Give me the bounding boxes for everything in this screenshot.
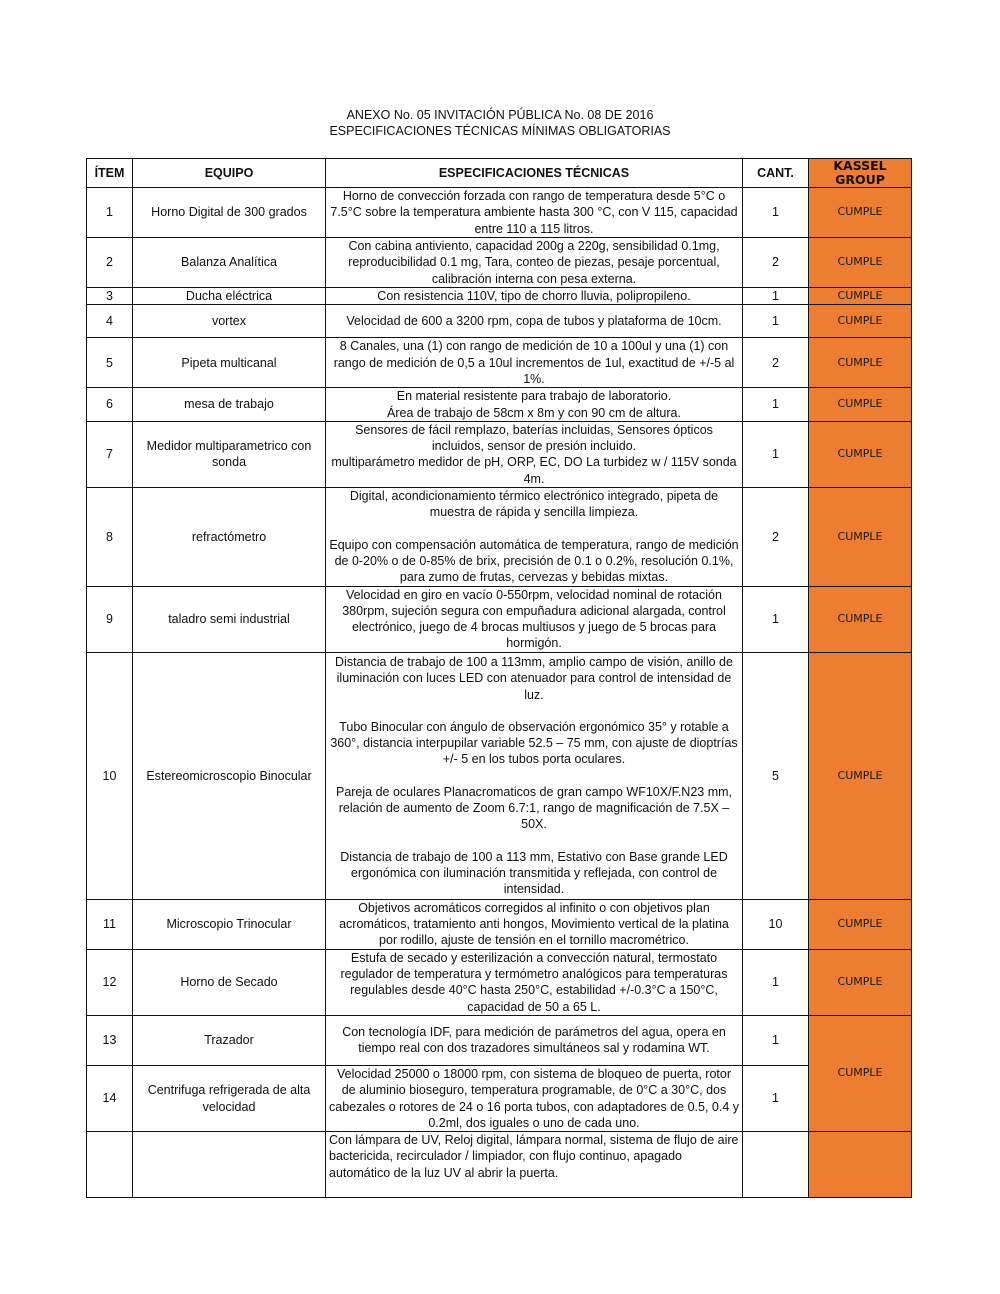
table-row bbox=[87, 652, 912, 899]
document-title-line2: ESPECIFICACIONES TÉCNICAS MÍNIMAS OBLIGATORIAS bbox=[329, 124, 671, 138]
cell-vendor-status: CUMPLE bbox=[809, 388, 912, 422]
cell-specs bbox=[326, 288, 743, 305]
cell-cant: 1 bbox=[743, 586, 809, 652]
cell-equipo: Estereomicroscopio Binocular bbox=[133, 652, 326, 899]
spec-paragraph: Digital, acondicionamiento térmico electrónico integrado, pipeta de muestra de rápida y sencilla limpieza. bbox=[349, 489, 719, 520]
cell-specs bbox=[326, 1015, 743, 1065]
cell-item: 9 bbox=[87, 586, 133, 652]
cell-item: 6 bbox=[87, 388, 133, 422]
cell-vendor-status: CUMPLE bbox=[809, 488, 912, 586]
table-row bbox=[87, 305, 912, 338]
spec-paragraph: Distancia de trabajo de 100 a 113mm, amplio campo de visión, anillo de iluminación con luces LED con atenuador para control de intensidad de luz. bbox=[335, 654, 733, 702]
cell-equipo: Horno Digital de 300 grados bbox=[133, 188, 326, 238]
column-header-cant: CANT. bbox=[743, 159, 809, 188]
cell-vendor-status: CUMPLE bbox=[809, 1015, 912, 1131]
column-header-specs: ESPECIFICACIONES TÉCNICAS bbox=[326, 159, 743, 188]
cell-specs bbox=[326, 652, 743, 899]
cell-equipo: Medidor multiparametrico con sonda bbox=[133, 421, 326, 487]
cell-vendor-status: CUMPLE bbox=[809, 586, 912, 652]
cell-specs bbox=[326, 488, 743, 586]
column-header-item: ÍTEM bbox=[87, 159, 133, 188]
spec-paragraph: Horno de convección forzada con rango de temperatura desde 5°C o 7.5°C sobre la temperatura ambiente hasta 300 °C, con V 115, capacidad entre 110 a 115 litros. bbox=[330, 189, 738, 236]
spec-paragraph: Con cabina antiviento, capacidad 200g a 220g, sensibilidad 0.1mg, reproducibilidad 0.1 mg, Tara, conteo de piezas, pesaje porcentual, calibración interna con pesa externa. bbox=[348, 239, 720, 286]
cell-cant: 2 bbox=[743, 238, 809, 288]
cell-item: 14 bbox=[87, 1065, 133, 1131]
cell-item bbox=[87, 1132, 133, 1198]
spec-paragraph: Sensores de fácil remplazo, baterías incluidas, Sensores ópticos incluidos, sensor de presión incluido. bbox=[355, 422, 713, 454]
cell-equipo: Trazador bbox=[133, 1015, 326, 1065]
cell-equipo: taladro semi industrial bbox=[133, 586, 326, 652]
spec-paragraph: Área de trabajo de 58cm x 8m y con 90 cm de altura. bbox=[387, 405, 681, 420]
table-row bbox=[87, 949, 912, 1015]
cell-vendor-status: CUMPLE bbox=[809, 305, 912, 338]
spec-paragraph: Con lámpara de UV, Reloj digital, lámpara normal, sistema de flujo de aire bactericida, recirculador / limpiador, con flujo continuo, apagado automático de la luz UV al abrir la puerta. bbox=[329, 1133, 739, 1180]
cell-specs bbox=[326, 899, 743, 949]
cell-specs bbox=[326, 949, 743, 1015]
table-row bbox=[87, 1015, 912, 1065]
cell-equipo: mesa de trabajo bbox=[133, 388, 326, 422]
cell-equipo: Centrifuga refrigerada de alta velocidad bbox=[133, 1065, 326, 1131]
spec-paragraph: Velocidad 25000 o 18000 rpm, con sistema de bloqueo de puerta, rotor de aluminio bioseguro, temperatura programable, de 0°C a 30°C, dos cabezales o rotores de 24 o 16 porta tubos, con adaptadores de 0.5, 0.4 y 0.2ml, dos iguales o uno de cada uno. bbox=[329, 1066, 740, 1130]
cell-equipo: Ducha eléctrica bbox=[133, 288, 326, 305]
cell-cant: 10 bbox=[743, 899, 809, 949]
column-header-vendor: KASSEL GROUP bbox=[809, 159, 912, 188]
cell-specs bbox=[326, 1132, 743, 1198]
cell-vendor-status: CUMPLE bbox=[809, 421, 912, 487]
cell-vendor-status: CUMPLE bbox=[809, 949, 912, 1015]
cell-vendor-status: CUMPLE bbox=[809, 188, 912, 238]
spec-gap bbox=[329, 521, 739, 537]
cell-vendor-status: CUMPLE bbox=[809, 338, 912, 388]
table-row bbox=[87, 338, 912, 388]
table-header-row bbox=[87, 159, 912, 188]
cell-item: 7 bbox=[87, 421, 133, 487]
cell-specs bbox=[326, 188, 743, 238]
spec-gap bbox=[329, 768, 739, 784]
cell-cant: 1 bbox=[743, 949, 809, 1015]
table-row bbox=[87, 1132, 912, 1198]
cell-item: 12 bbox=[87, 949, 133, 1015]
cell-specs bbox=[326, 238, 743, 288]
cell-cant: 1 bbox=[743, 388, 809, 422]
cell-item: 10 bbox=[87, 652, 133, 899]
cell-cant: 1 bbox=[743, 1015, 809, 1065]
table-row bbox=[87, 421, 912, 487]
cell-equipo bbox=[133, 1132, 326, 1198]
cell-cant bbox=[743, 1132, 809, 1198]
cell-specs bbox=[326, 338, 743, 388]
spec-paragraph: Tubo Binocular con ángulo de observación ergonómico 35° y rotable a 360°, distancia interpupilar variable 52.5 – 75 mm, con ajuste de dioptrías +/- 5 en los tubos porta oculares. bbox=[330, 719, 738, 767]
table-row bbox=[87, 1065, 912, 1131]
spec-paragraph: Objetivos acromáticos corregidos al infinito o con objetivos plan acromáticos, tratamiento anti hongos, Movimiento vertical de la platina por rodillo, ajuste de tensión en el tornillo macrométrico. bbox=[339, 900, 729, 948]
cell-cant: 1 bbox=[743, 188, 809, 238]
table-row bbox=[87, 238, 912, 288]
cell-cant: 1 bbox=[743, 288, 809, 305]
spec-paragraph: Pareja de oculares Planacromaticos de gran campo WF10X/F.N23 mm, relación de aumento de Zoom 6.7:1, rango de magnificación de 7.5X – 50X. bbox=[335, 784, 732, 832]
spec-paragraph: Con tecnología IDF, para medición de parámetros del agua, opera en tiempo real con dos trazadores simultáneos sal y rodamina WT. bbox=[342, 1025, 726, 1056]
document-title-line1: ANEXO No. 05 INVITACIÓN PÚBLICA No. 08 DE 2016 bbox=[346, 108, 654, 122]
table-row bbox=[87, 488, 912, 586]
cell-cant: 2 bbox=[743, 338, 809, 388]
cell-vendor-status: CUMPLE bbox=[809, 899, 912, 949]
table-row bbox=[87, 899, 912, 949]
cell-item: 13 bbox=[87, 1015, 133, 1065]
cell-specs bbox=[326, 586, 743, 652]
cell-specs bbox=[326, 388, 743, 422]
cell-equipo: Microscopio Trinocular bbox=[133, 899, 326, 949]
cell-vendor-status: CUMPLE bbox=[809, 288, 912, 305]
cell-item: 1 bbox=[87, 188, 133, 238]
cell-item: 2 bbox=[87, 238, 133, 288]
cell-cant: 2 bbox=[743, 488, 809, 586]
spec-paragraph: Velocidad de 600 a 3200 rpm, copa de tubos y plataforma de 10cm. bbox=[346, 314, 722, 329]
cell-equipo: vortex bbox=[133, 305, 326, 338]
cell-specs bbox=[326, 1065, 743, 1131]
cell-cant: 1 bbox=[743, 1065, 809, 1131]
table-row bbox=[87, 388, 912, 422]
spec-gap bbox=[329, 703, 739, 719]
cell-vendor-status: CUMPLE bbox=[809, 652, 912, 899]
cell-cant: 1 bbox=[743, 305, 809, 338]
cell-equipo: Balanza Analítica bbox=[133, 238, 326, 288]
cell-specs bbox=[326, 421, 743, 487]
cell-item: 4 bbox=[87, 305, 133, 338]
spec-paragraph: multiparámetro medidor de pH, ORP, EC, DO La turbidez w / 115V sonda 4m. bbox=[331, 455, 737, 486]
table-row bbox=[87, 288, 912, 305]
spec-paragraph: 8 Canales, una (1) con rango de medición de 10 a 100ul y una (1) con rango de medición de 0,5 a 10ul incrementos de 1ul, exactitud de +/-5 al 1%. bbox=[333, 339, 735, 386]
column-header-equipo: EQUIPO bbox=[133, 159, 326, 188]
table-row bbox=[87, 586, 912, 652]
cell-equipo: Horno de Secado bbox=[133, 949, 326, 1015]
spec-paragraph: Estufa de secado y esterilización a convección natural, termostato regulador de temperatura y termómetro analógicos para temperaturas regulables desde 40°C hasta 250°C, estabilidad +/-0.3°C a 150°C, capacidad de 50 a 65 L. bbox=[340, 950, 728, 1014]
table-row bbox=[87, 188, 912, 238]
spec-paragraph: Distancia de trabajo de 100 a 113 mm, Estativo con Base grande LED ergonómica con iluminación transmitida y reflejada, con control de intensidad. bbox=[340, 849, 728, 897]
cell-cant: 1 bbox=[743, 421, 809, 487]
cell-item: 3 bbox=[87, 288, 133, 305]
cell-equipo: refractómetro bbox=[133, 488, 326, 586]
cell-item: 8 bbox=[87, 488, 133, 586]
spec-paragraph: Velocidad en giro en vacío 0-550rpm, velocidad nominal de rotación 380rpm, sujeción segura con empuñadura adicional alargada, control electrónico, juego de 4 brocas multiusos y juego de 5 brocas para hormigón. bbox=[342, 587, 726, 651]
specifications-table bbox=[86, 158, 912, 1198]
cell-cant: 5 bbox=[743, 652, 809, 899]
spec-paragraph: Con resistencia 110V, tipo de chorro lluvia, polipropileno. bbox=[377, 289, 691, 303]
cell-item: 11 bbox=[87, 899, 133, 949]
cell-vendor-status bbox=[809, 1132, 912, 1198]
spec-gap bbox=[329, 833, 739, 849]
spec-paragraph: En material resistente para trabajo de laboratorio. bbox=[396, 389, 672, 404]
spec-paragraph: Equipo con compensación automática de temperatura, rango de medición de 0-20% o de 0-85% de brix, precisión de 0.1 o 0.2%, resolución 0.1%, para zumo de frutas, cervezas y bebidas mixtas. bbox=[329, 537, 739, 585]
cell-equipo: Pipeta multicanal bbox=[133, 338, 326, 388]
cell-vendor-status: CUMPLE bbox=[809, 238, 912, 288]
cell-specs bbox=[326, 305, 743, 338]
cell-item: 5 bbox=[87, 338, 133, 388]
